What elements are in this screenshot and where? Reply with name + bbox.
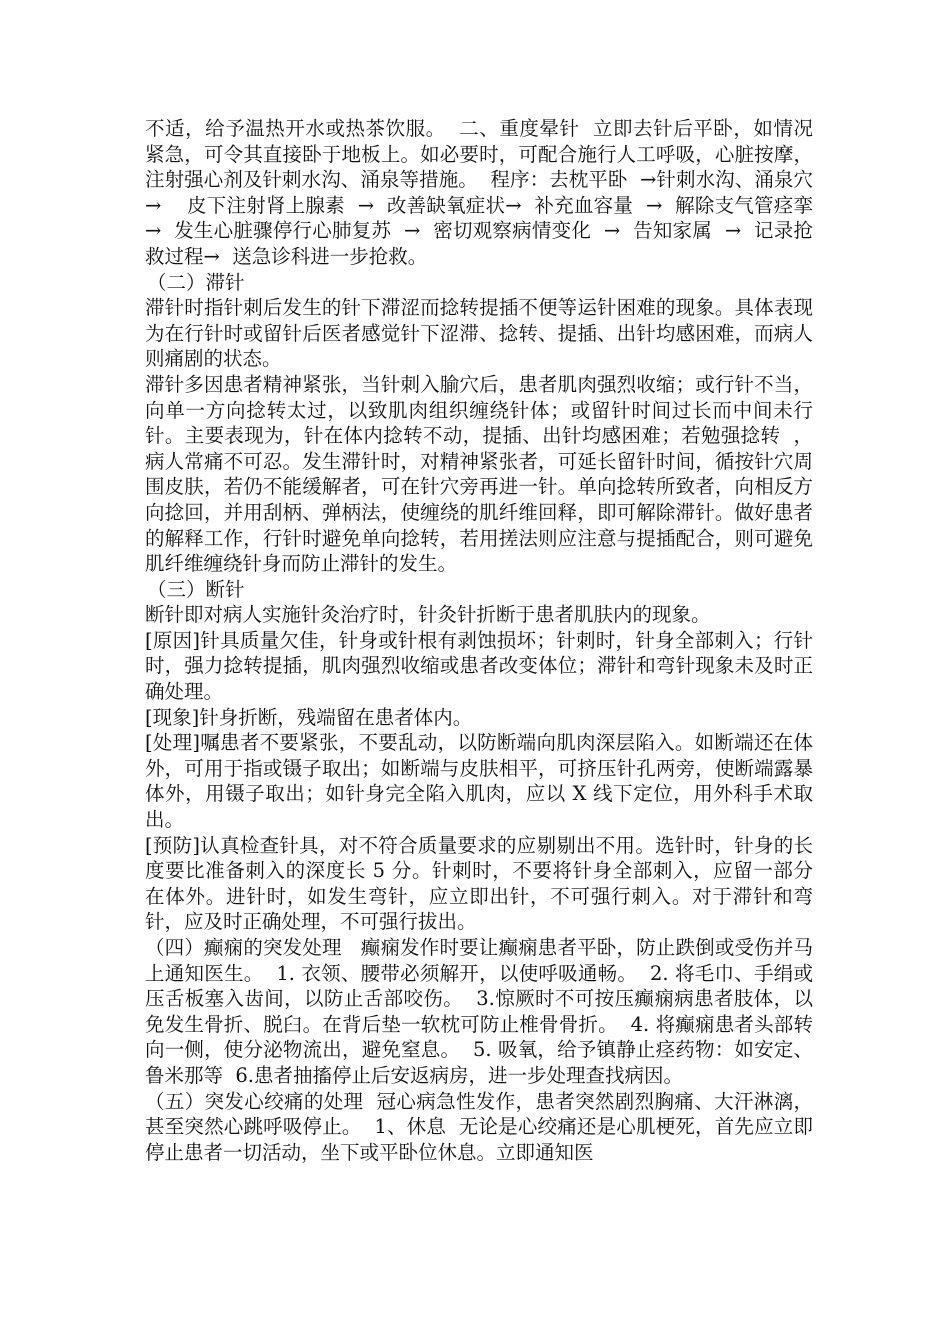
paragraph-broken-needle-prevention: [预防]认真检查针具，对不符合质量要求的应剔剔出不用。选针时，针身的长度要比准备刺入的深度长 5 分。针刺时，不要将针身全部刺入，应留一部分在体外。进针时，如发生弯针，应立即出针，不可强行刺入。对于滞针和弯针，应及时正确处理，不可强行拔出。 (145, 833, 813, 934)
paragraph-severe-fainting: 不适，给予温热开水或热茶饮服。 二、重度晕针 立即去针后平卧，如情况紧急，可令其直接卧于地板上。如必要时，可配合施行人工呼吸，心脏按摩，注射强心剂及针刺水沟、涌泉等措施。 程序：去枕平卧 →针刺水沟、涌泉穴 → 皮下注射肾上腺素 → 改善缺氧症状→ 补充血容量 → 解除支气管痉挛 → 发生心脏骤停行心肺复苏 → 密切观察病情变化 → 告知家属 → 记录抢救过程→ 送急诊科进一步抢救。 (145, 117, 826, 268)
heading-stuck-needle: （二）滞针 (147, 270, 245, 294)
paragraph-angina-handling: （五）突发心绞痛的处理 冠心病急性发作，患者突然剧烈胸痛、大汗淋漓，甚至突然心跳呼吸停止。 1、休息 无论是心绞痛还是心肌梗死，首先应立即停止患者一切活动，坐下或平卧位休息。立即通知医 (145, 1089, 813, 1164)
paragraph-broken-needle-treatment: [处理]嘱患者不要紧张，不要乱动，以防断端向肌肉深层陷入。如断端还在体外，可用于指或镊子取出；如断端与皮肤相平，可挤压针孔两旁，使断端露暴体外，用镊子取出；如针身完全陷入肌肉，应以 X 线下定位，用外科手术取出。 (145, 731, 813, 832)
paragraph-broken-needle-definition: 断针即对病人实施针灸治疗时，针灸针折断于患者肌肤内的现象。 (145, 603, 711, 627)
paragraph-broken-needle-phenomenon: [现象]针身折断，残端留在患者体内。 (145, 705, 473, 729)
document-body (145, 116, 826, 1165)
heading-broken-needle: （三）断针 (147, 577, 245, 601)
paragraph-stuck-needle-handling: 滞针多因患者精神紧张，当针刺入腧穴后，患者肌肉强烈收缩；或行针不当，向单一方向捻转太过，以致肌肉组织缠绕针体；或留针时间过长而中间未行针。主要表现为，针在体内捻转不动，提插、出针均感困难；若勉强捻转 ，病人常痛不可忍。发生滞针时，对精神紧张者，可延长留针时间，循按针穴周围皮肤，若仍不能缓解者，可在针穴旁再进一针。单向捻转所致者，向相反方向捻回，并用刮柄、弹柄法，使缠绕的肌纤维回释，即可解除滞针。做好患者的解释工作，行针时避免单向捻转，若用搓法则应注意与提插配合，则可避免肌纤维缠绕针身而防止滞针的发生。 (145, 372, 813, 576)
paragraph-broken-needle-cause: [原因]针具质量欠佳，针身或针根有剥蚀损坏；针刺时，针身全部刺入；行针时，强力捻转提插，肌肉强烈收缩或患者改变体位；滞针和弯针现象未及时正确处理。 (145, 628, 813, 704)
paragraph-epilepsy-handling: （四）癫痫的突发处理 癫痫发作时要让癫痫患者平卧，防止跌倒或受伤并马上通知医生。 1. 衣领、腰带必须解开，以使呼吸通畅。 2. 将毛巾、手绢或压舌板塞入齿间，以防止舌部咬伤。 3.惊厥时不可按压癫痫病患者肢体，以免发生骨折、脱臼。在背后垫一软枕可防止椎骨骨折。 4. 将癫痫患者头部转向一侧，使分泌物流出，避免窒息。 5. 吸氧，给予镇静止痉药物：如安定、鲁米那等 6.患者抽搐停止后安返病房，进一步处理查找病因。 (145, 936, 813, 1087)
paragraph-stuck-needle-definition: 滞针时指针刺后发生的针下滞涩而捻转提插不便等运针困难的现象。具体表现为在行针时或留针后医者感觉针下涩滞、捻转、提插、出针均感困难，而病人则痛剧的状态。 (145, 296, 813, 371)
